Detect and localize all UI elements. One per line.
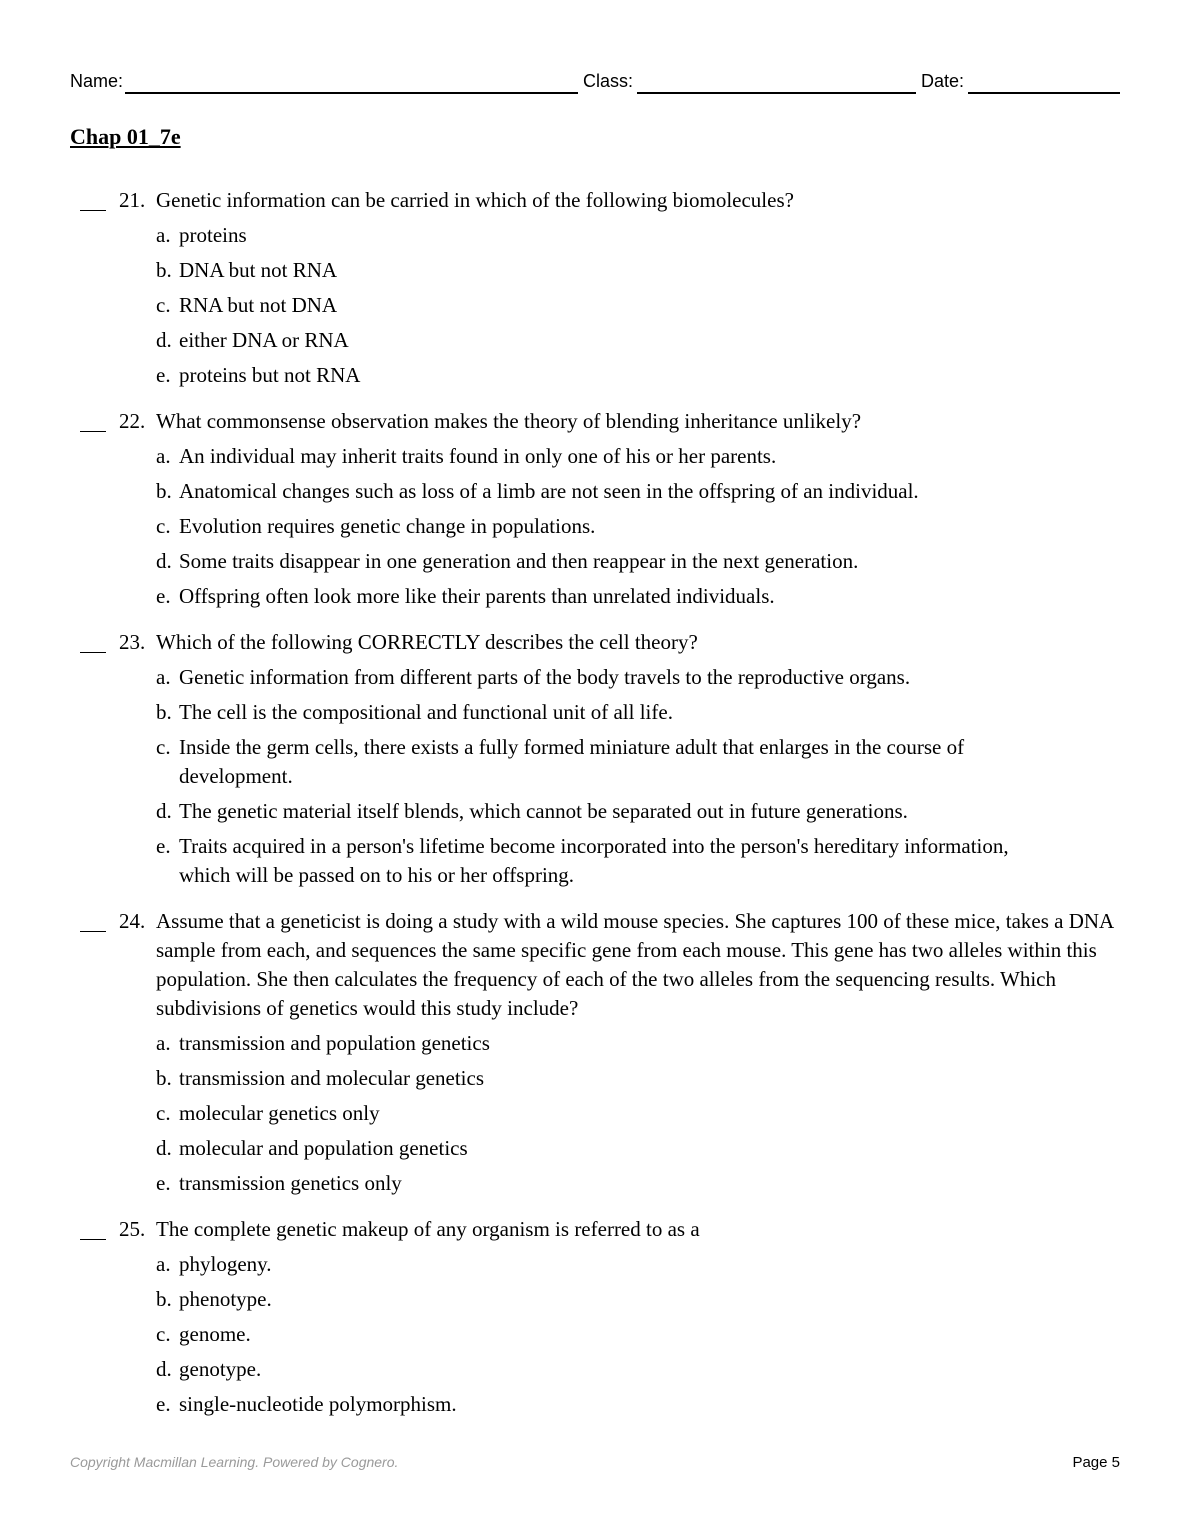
question bbox=[0, 1215, 1190, 1419]
answer-option bbox=[0, 442, 1039, 471]
option-text: The cell is the compositional and functional unit of all life. bbox=[179, 700, 673, 724]
answer-blank[interactable] bbox=[80, 210, 106, 211]
question-text: What commonsense observation makes the theory of blending inheritance unlikely? bbox=[156, 409, 862, 433]
page-number: Page 5 bbox=[1072, 1454, 1120, 1471]
question-stem bbox=[0, 1215, 1116, 1244]
option-letter: e. bbox=[156, 1392, 171, 1416]
option-text: transmission and molecular genetics bbox=[179, 1066, 485, 1090]
answer-option bbox=[0, 477, 1039, 506]
option-text: Genetic information from different parts of the body travels to the reproductive organs. bbox=[179, 665, 911, 689]
option-text: transmission and population genetics bbox=[179, 1031, 490, 1055]
answer-option bbox=[0, 1390, 1039, 1419]
option-letter: d. bbox=[156, 1357, 172, 1381]
option-text: Inside the germ cells, there exists a fully formed miniature adult that enlarges in the course of development. bbox=[179, 735, 965, 788]
date-field[interactable] bbox=[968, 92, 1120, 94]
answer-blank[interactable] bbox=[80, 1239, 106, 1240]
answer-option bbox=[0, 698, 1039, 727]
option-letter: d. bbox=[156, 328, 172, 352]
option-text: proteins bbox=[179, 223, 247, 247]
option-letter: b. bbox=[156, 700, 172, 724]
question-number: 21. bbox=[119, 188, 146, 212]
option-letter: d. bbox=[156, 799, 172, 823]
answer-blank[interactable] bbox=[80, 652, 106, 653]
name-label: Name: bbox=[70, 71, 124, 91]
question-list bbox=[0, 186, 1190, 1436]
option-text: DNA but not RNA bbox=[179, 258, 338, 282]
question-text: The complete genetic makeup of any organism is referred to as a bbox=[156, 1217, 700, 1241]
question-stem bbox=[0, 186, 1116, 215]
option-text: Evolution requires genetic change in populations. bbox=[179, 514, 596, 538]
answer-option bbox=[0, 1320, 1039, 1349]
question-text: Which of the following CORRECTLY describes the cell theory? bbox=[156, 630, 698, 654]
option-letter: b. bbox=[156, 1287, 172, 1311]
answer-option bbox=[0, 221, 1039, 250]
option-text: RNA but not DNA bbox=[179, 293, 338, 317]
answer-option bbox=[0, 291, 1039, 320]
option-text: proteins but not RNA bbox=[179, 363, 361, 387]
option-text: The genetic material itself blends, which cannot be separated out in future generations. bbox=[179, 799, 908, 823]
question-number: 25. bbox=[119, 1217, 146, 1241]
option-text: Some traits disappear in one generation and then reappear in the next generation. bbox=[179, 549, 859, 573]
question bbox=[0, 407, 1190, 611]
answer-option bbox=[0, 797, 1039, 826]
date-label: Date: bbox=[921, 71, 965, 91]
answer-option bbox=[0, 663, 1039, 692]
answer-option bbox=[0, 256, 1039, 285]
question-stem bbox=[0, 907, 1116, 1023]
question-number: 23. bbox=[119, 630, 146, 654]
option-letter: e. bbox=[156, 834, 171, 858]
answer-option bbox=[0, 1064, 1039, 1093]
question-stem bbox=[0, 628, 1116, 657]
answer-option bbox=[0, 1029, 1039, 1058]
question bbox=[0, 186, 1190, 390]
answer-option bbox=[0, 1169, 1039, 1198]
answer-option bbox=[0, 1250, 1039, 1279]
answer-option bbox=[0, 512, 1039, 541]
option-letter: c. bbox=[156, 1322, 171, 1346]
answer-option bbox=[0, 582, 1039, 611]
option-text: genotype. bbox=[179, 1357, 262, 1381]
option-letter: b. bbox=[156, 258, 172, 282]
option-letter: a. bbox=[156, 223, 171, 247]
header bbox=[70, 68, 1120, 96]
question bbox=[0, 907, 1190, 1198]
option-letter: b. bbox=[156, 479, 172, 503]
option-letter: c. bbox=[156, 1101, 171, 1125]
option-text: single-nucleotide polymorphism. bbox=[179, 1392, 457, 1416]
option-text: genome. bbox=[179, 1322, 251, 1346]
option-letter: b. bbox=[156, 1066, 172, 1090]
class-label: Class: bbox=[583, 71, 634, 91]
option-letter: e. bbox=[156, 363, 171, 387]
answer-option bbox=[0, 361, 1039, 390]
option-letter: a. bbox=[156, 444, 171, 468]
option-letter: d. bbox=[156, 1136, 172, 1160]
option-text: transmission genetics only bbox=[179, 1171, 402, 1195]
option-text: Anatomical changes such as loss of a limb are not seen in the offspring of an individual. bbox=[179, 479, 919, 503]
page-title: Chap 01_7e bbox=[70, 124, 181, 149]
option-letter: a. bbox=[156, 665, 171, 689]
option-text: Offspring often look more like their parents than unrelated individuals. bbox=[179, 584, 775, 608]
answer-option bbox=[0, 832, 1039, 890]
answer-option bbox=[0, 1285, 1039, 1314]
answer-option bbox=[0, 1099, 1039, 1128]
answer-option bbox=[0, 1134, 1039, 1163]
question-text: Genetic information can be carried in which of the following biomolecules? bbox=[156, 188, 794, 212]
option-letter: a. bbox=[156, 1031, 171, 1055]
option-text: either DNA or RNA bbox=[179, 328, 349, 352]
question-number: 22. bbox=[119, 409, 146, 433]
option-text: An individual may inherit traits found in only one of his or her parents. bbox=[179, 444, 777, 468]
option-text: molecular genetics only bbox=[179, 1101, 380, 1125]
option-letter: e. bbox=[156, 584, 171, 608]
option-letter: e. bbox=[156, 1171, 171, 1195]
option-letter: d. bbox=[156, 549, 172, 573]
answer-blank[interactable] bbox=[80, 931, 106, 932]
question-stem bbox=[0, 407, 1116, 436]
answer-option bbox=[0, 733, 1039, 791]
question-number: 24. bbox=[119, 909, 146, 933]
option-text: Traits acquired in a person's lifetime become incorporated into the person's hereditary information, which will be passed on to his or her offspring. bbox=[179, 834, 1009, 887]
option-text: phenotype. bbox=[179, 1287, 272, 1311]
option-letter: a. bbox=[156, 1252, 171, 1276]
copyright-text: Copyright Macmillan Learning. Powered by Cognero. bbox=[70, 1454, 399, 1470]
option-text: phylogeny. bbox=[179, 1252, 272, 1276]
question bbox=[0, 628, 1190, 890]
option-letter: c. bbox=[156, 514, 171, 538]
answer-option bbox=[0, 547, 1039, 576]
name-field[interactable] bbox=[125, 92, 578, 94]
option-text: molecular and population genetics bbox=[179, 1136, 468, 1160]
option-letter: c. bbox=[156, 735, 171, 759]
class-field[interactable] bbox=[637, 92, 916, 94]
answer-blank[interactable] bbox=[80, 431, 106, 432]
answer-option bbox=[0, 1355, 1039, 1384]
option-letter: c. bbox=[156, 293, 171, 317]
answer-option bbox=[0, 326, 1039, 355]
question-text: Assume that a geneticist is doing a study with a wild mouse species. She captures 100 of these mice, takes a DNA sample from each, and sequences the same specific gene from each mouse. This gene has two alleles within this population. She then calculates the frequency of each of the two alleles from the sequencing results. Which subdivisions of genetics would this study include? bbox=[156, 909, 1114, 1020]
